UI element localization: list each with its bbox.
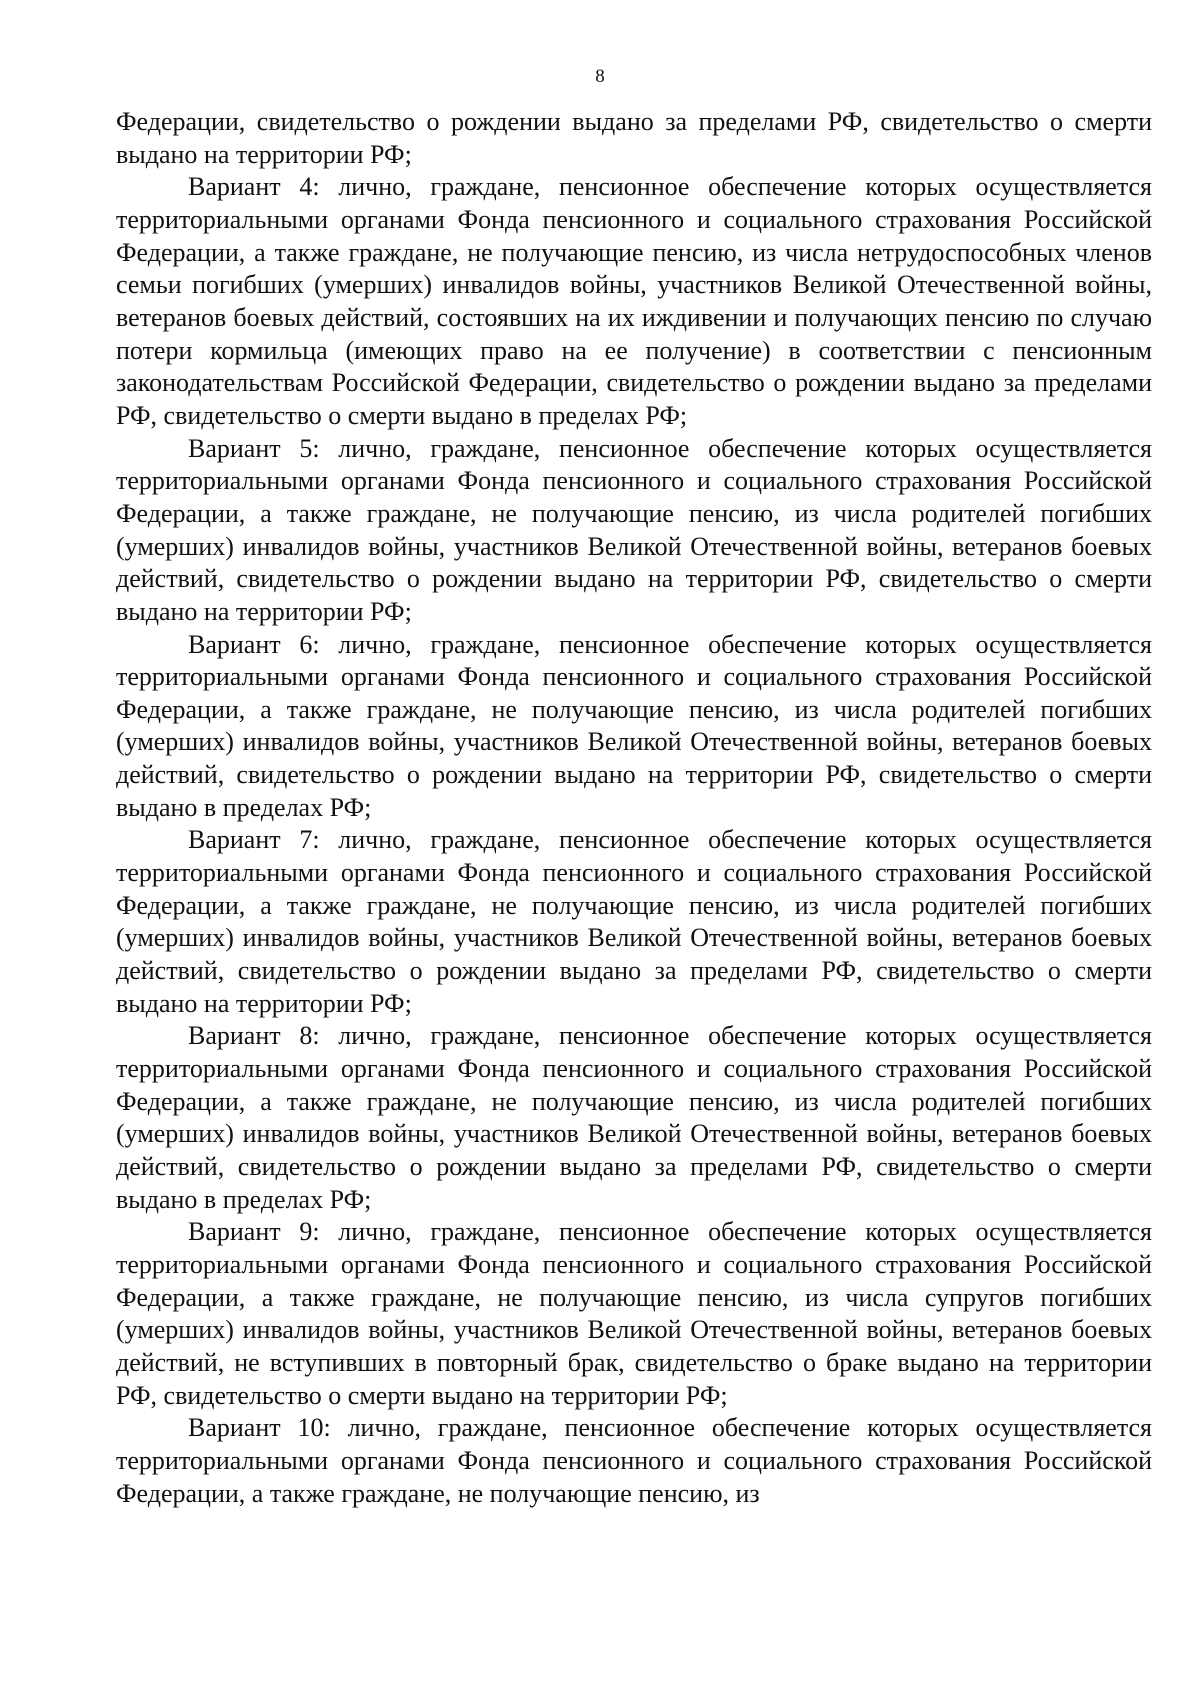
paragraph-variant-10 <box>116 1412 1152 1510</box>
paragraph-text: лично, граждане, пенсионное обеспечение которых осуществляется территориальными органами Фонда пенсионного и социального страхования Российской Федерации, а также граждане, не получающие пенсию, из числа родителей погибших (умерших) инвалидов войны, участников Великой Отечественной войны, ветеранов боевых действий, свидетельство о рождении выдано на территории РФ, свидетельство о смерти выдано в пределах РФ; <box>116 629 1152 822</box>
paragraph-variant-5 <box>116 433 1152 629</box>
variant-label: Вариант 8: <box>188 1021 320 1051</box>
document-body <box>116 106 1152 1510</box>
paragraph-text: лично, граждане, пенсионное обеспечение которых осуществляется территориальными органами Фонда пенсионного и социального страхования Российской Федерации, а также граждане, не получающие пенсию, из <box>116 1413 1153 1508</box>
paragraph-variant-8 <box>116 1020 1152 1216</box>
paragraph-variant-6 <box>116 629 1152 825</box>
paragraph-variant-7 <box>116 824 1152 1020</box>
variant-label: Вариант 7: <box>188 825 320 855</box>
variant-label: Вариант 5: <box>188 433 320 463</box>
paragraph-text: лично, граждане, пенсионное обеспечение которых осуществляется территориальными органами Фонда пенсионного и социального страхования Российской Федерации, а также граждане, не получающие пенсию, из числа супругов погибших (умерших) инвалидов войны, участников Великой Отечественной войны, ветеранов боевых действий, не вступивших в повторный брак, свидетельство о браке выдано на территории РФ, свидетельство о смерти выдано на территории РФ; <box>116 1217 1152 1410</box>
variant-label: Вариант 9: <box>188 1217 320 1247</box>
paragraph-variant-9 <box>116 1216 1152 1412</box>
variant-label: Вариант 10: <box>188 1413 331 1443</box>
paragraph-continuation <box>116 106 1152 171</box>
paragraph-text: лично, граждане, пенсионное обеспечение которых осуществляется территориальными органами Фонда пенсионного и социального страхования Российской Федерации, а также граждане, не получающие пенсию, из числа нетрудоспособных членов семьи погибших (умерших) инвалидов войны, участников Великой Отечественной войны, ветеранов боевых действий, состоявших на их иждивении и получающих пенсию по случаю потери кормильца (имеющих право на ее получение) в соответствии с пенсионным законодательствам Российской Федерации, свидетельство о рождении выдано за пределами РФ, свидетельство о смерти выдано в пределах РФ; <box>116 172 1152 430</box>
page-number: 8 <box>595 66 605 87</box>
paragraph-variant-4 <box>116 171 1152 432</box>
variant-label: Вариант 4: <box>188 172 320 202</box>
paragraph-text: Федерации, свидетельство о рождении выдано за пределами РФ, свидетельство о смерти выдано на территории РФ; <box>116 107 1152 169</box>
paragraph-text: лично, граждане, пенсионное обеспечение которых осуществляется территориальными органами Фонда пенсионного и социального страхования Российской Федерации, а также граждане, не получающие пенсию, из числа родителей погибших (умерших) инвалидов войны, участников Великой Отечественной войны, ветеранов боевых действий, свидетельство о рождении выдано за пределами РФ, свидетельство о смерти выдано в пределах РФ; <box>116 1021 1152 1214</box>
paragraph-text: лично, граждане, пенсионное обеспечение которых осуществляется территориальными органами Фонда пенсионного и социального страхования Российской Федерации, а также граждане, не получающие пенсию, из числа родителей погибших (умерших) инвалидов войны, участников Великой Отечественной войны, ветеранов боевых действий, свидетельство о рождении выдано за пределами РФ, свидетельство о смерти выдано на территории РФ; <box>116 825 1152 1018</box>
variant-label: Вариант 6: <box>188 629 320 659</box>
paragraph-text: лично, граждане, пенсионное обеспечение которых осуществляется территориальными органами Фонда пенсионного и социального страхования Российской Федерации, а также граждане, не получающие пенсию, из числа родителей погибших (умерших) инвалидов войны, участников Великой Отечественной войны, ветеранов боевых действий, свидетельство о рождении выдано на территории РФ, свидетельство о смерти выдано на территории РФ; <box>116 433 1152 626</box>
